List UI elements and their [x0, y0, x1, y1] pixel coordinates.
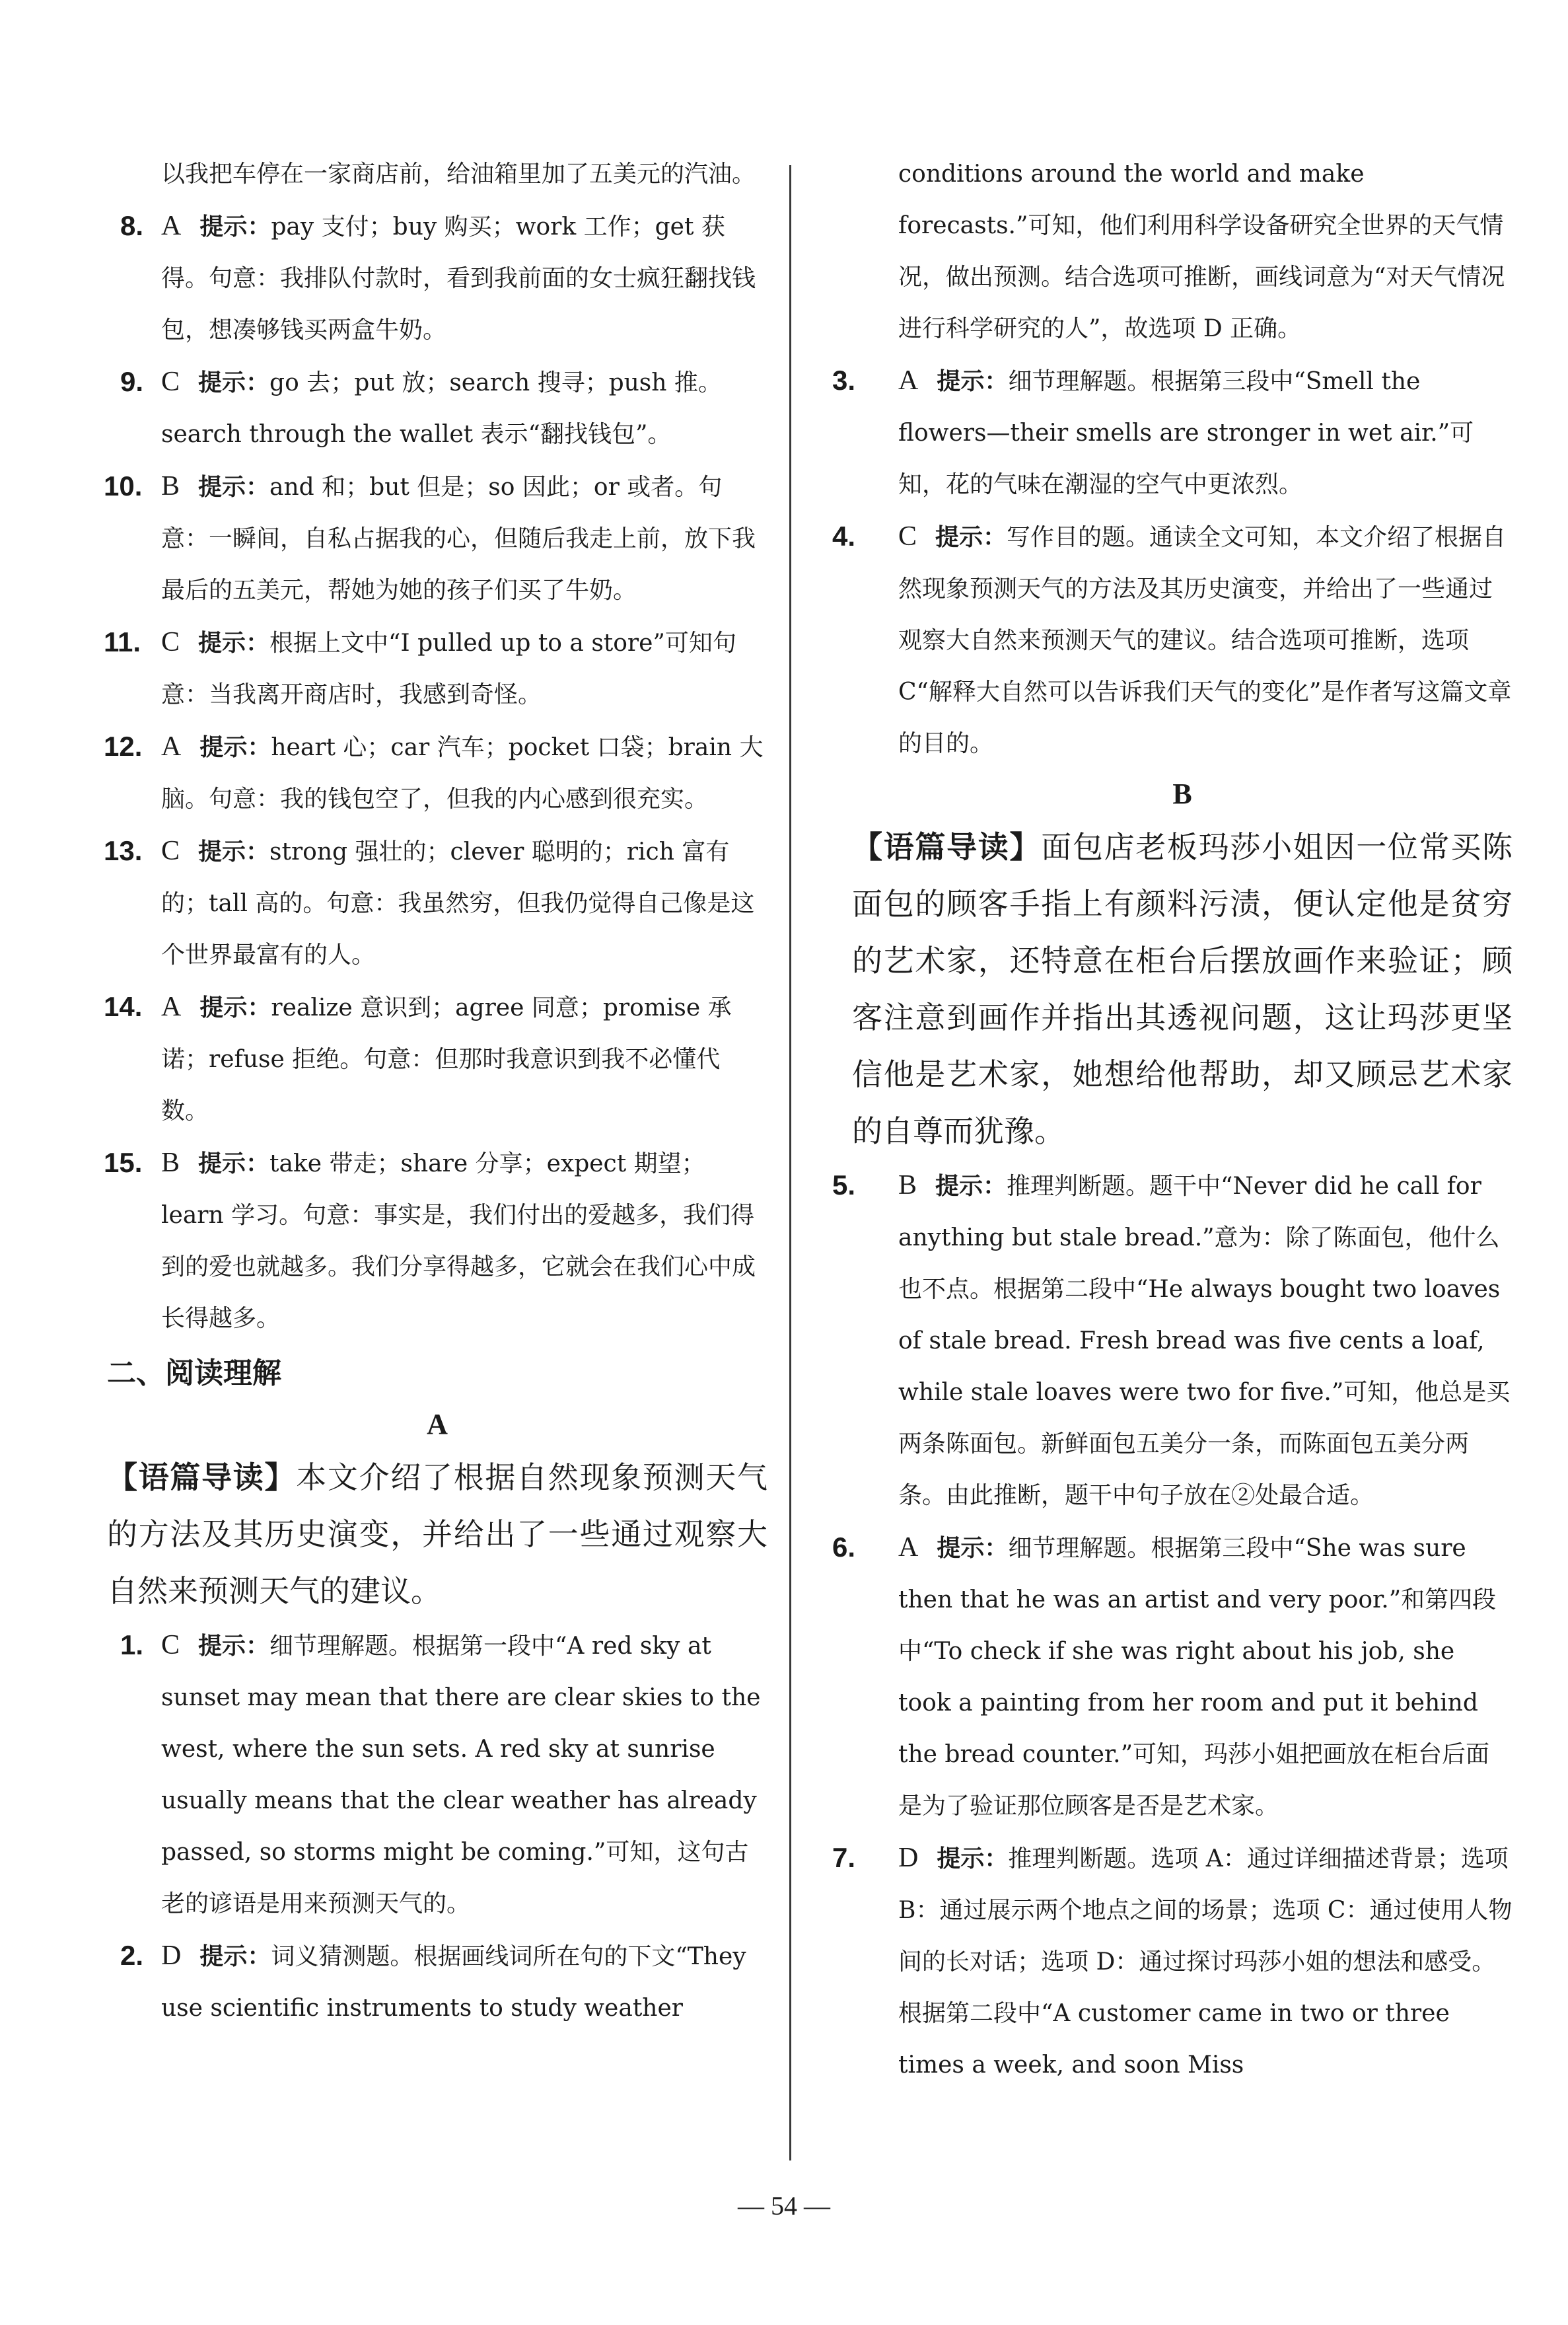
part-label: B: [1172, 778, 1192, 810]
item-answer: C: [898, 521, 917, 552]
item-text: 词义猜测题。根据画线词所在句的下文“They use scientific instruments to study weather: [161, 1943, 746, 2022]
item-text: pay 支付；buy 购买；work 工作；get 获得。句意：我排队付款时，看到我前面的女士疯狂翻找钱包，想凑够钱买两盒牛奶。: [161, 213, 756, 344]
item-tip-label: 提示：: [198, 473, 270, 500]
item-text: 推理判断题。选项 A：通过详细描述背景；选项 B：通过展示两个地点之间的场景；选项 C：通过使用人物间的长对话；选项 D：通过探讨玛莎小姐的想法和感受。根据第二段中“A customer came in two or three times a week, and soon Miss: [898, 1845, 1513, 2079]
item-answer: A: [161, 731, 182, 762]
guide-label: 【语篇导读】: [107, 1460, 297, 1495]
intro-continuation: [107, 149, 767, 200]
item-answer: B: [161, 471, 180, 501]
item-answer: A: [898, 1532, 919, 1563]
item-answer: B: [161, 1148, 180, 1178]
item-text: 细节理解题。根据第一段中“A red sky at sunset may mean that there are clear skies to the west, where the sun sets. A red sky at sunrise usually means that the clear weather has already passed, so storms might be coming.”可知，这句古老的谚语是用来预测天气的。: [161, 1633, 761, 1917]
item-answer: C: [161, 836, 180, 866]
reading-item: [832, 1160, 1513, 1522]
answer-item: [107, 200, 767, 356]
item-tip-label: 提示：: [935, 1172, 1007, 1199]
item-number: 3.: [832, 365, 856, 396]
continuation-text: conditions around the world and make forecasts.”可知，他们利用科学设备研究全世界的天气情况，做出预测。结合选项可推断，画线词意为“对天气情况进行科学研究的人”，故选项 D 正确。: [898, 161, 1505, 342]
item-text: 细节理解题。根据第三段中“She was sure then that he was an artist and very poor.”和第四段中“To check if she was right about his job, she took a painting from her room and put it behind the bread counter.”可知，玛莎小姐把画放在柜台后面是为了验证那位顾客是否是艺术家。: [898, 1535, 1497, 1820]
item-answer: B: [898, 1170, 917, 1200]
item-number: 1.: [120, 1629, 144, 1660]
reading-item: [107, 1930, 767, 2034]
continuation-block: [852, 149, 1513, 355]
answer-item: [104, 1137, 767, 1345]
item-text: and 和；but 但是；so 因此；or 或者。句意：一瞬间，自私占据我的心，但随后我走上前，放下我最后的五美元，帮她为她的孩子们买了牛奶。: [161, 474, 756, 604]
answer-item: [104, 721, 767, 825]
item-tip-label: 提示：: [935, 523, 1007, 550]
item-answer: A: [161, 992, 182, 1022]
item-text: realize 意识到；agree 同意；promise 承诺；refuse 拒绝。句意：但那时我意识到我不必懂代数。: [161, 994, 732, 1125]
item-text: 写作目的题。通读全文可知，本文介绍了根据自然现象预测天气的方法及其历史演变，并给出了一些通过观察大自然来预测天气的建议。结合选项可推断，选项 C“解释大自然可以告诉我们天气的变化”是作者写这篇文章的目的。: [898, 524, 1512, 757]
item-answer: A: [161, 211, 182, 241]
item-number: 15.: [104, 1147, 143, 1178]
reading-item: [832, 511, 1513, 770]
item-tip-label: 提示：: [199, 1942, 271, 1970]
item-number: 4.: [832, 521, 856, 552]
item-tip-label: 提示：: [199, 994, 271, 1021]
page-number: — 54 —: [738, 2191, 830, 2221]
guide-label: 【语篇导读】: [852, 830, 1042, 864]
part-label: A: [427, 1408, 448, 1440]
item-text: 根据上文中“I pulled up to a store”可知句意：当我离开商店时，我感到奇怪。: [161, 630, 736, 708]
item-number: 10.: [104, 470, 143, 501]
item-text: go 去；put 放；search 搜寻；push 推。search through the wallet 表示“翻找钱包”。: [161, 369, 722, 448]
item-tip-label: 提示：: [937, 1534, 1009, 1561]
item-number: 13.: [104, 835, 143, 866]
item-tip-label: 提示：: [937, 1845, 1009, 1872]
item-number: 14.: [104, 991, 143, 1022]
item-tip-label: 提示：: [198, 1150, 270, 1177]
item-answer: C: [161, 367, 180, 397]
item-number: 7.: [832, 1842, 856, 1873]
left-column: [104, 149, 768, 2034]
item-number: 11.: [104, 626, 141, 657]
item-number: 12.: [104, 731, 143, 762]
item-text: heart 心；car 汽车；pocket 口袋；brain 大脑。句意：我的钱包空了，但我的内心感到很充实。: [161, 734, 764, 813]
reading-item: [107, 1619, 767, 1930]
item-tip-label: 提示：: [198, 629, 270, 656]
item-number: 9.: [120, 366, 144, 397]
right-column: [832, 149, 1513, 2091]
item-tip-label: 提示：: [198, 1632, 270, 1659]
reading-item: [832, 355, 1513, 511]
answer-item: [104, 825, 767, 981]
guide-text: 面包店老板玛莎小姐因一位常买陈面包的顾客手指上有颜料污渍，便认定他是贫穷的艺术家，还特意在柜台后摆放画作来验证；顾客注意到画作并指出其透视问题，这让玛莎更坚信他是艺术家，她想给他帮助，却又顾忌艺术家的自尊而犹豫。: [852, 829, 1513, 1149]
passage-guide: [107, 1449, 767, 1619]
item-tip-label: 提示：: [198, 838, 270, 865]
item-number: 5.: [832, 1169, 856, 1200]
item-answer: C: [161, 1630, 180, 1660]
item-number: 2.: [120, 1940, 144, 1971]
item-text: 推理判断题。题干中“Never did he call for anything but stale bread.”意为：除了陈面包，他什么也不点。根据第二段中“He always bought two loaves of stale bread. Fresh bread was five cents a loaf, while stale loaves were two for five.”可知，他总是买两条陈面包。新鲜面包五美分一条，而陈面包五美分两条。由此推断，题干中句子放在②处最合适。: [898, 1173, 1511, 1509]
item-number: 6.: [832, 1532, 856, 1563]
answer-item: [107, 356, 767, 461]
item-text: take 带走；share 分享；expect 期望；learn 学习。句意：事实是，我们付出的爱越多，我们得到的爱也就越多。我们分享得越多，它就会在我们心中成长得越多。: [161, 1150, 756, 1332]
section-title: 二、阅读理解: [107, 1357, 281, 1389]
reading-item: [832, 1522, 1513, 1832]
item-answer: D: [161, 1940, 182, 1971]
item-tip-label: 提示：: [199, 733, 271, 760]
item-number: 8.: [120, 210, 144, 241]
answer-item: [104, 461, 767, 616]
item-text: 细节理解题。根据第三段中“Smell the flowers—their smells are stronger in wet air.”可知，花的气味在潮湿的空气中更浓烈。: [898, 368, 1474, 498]
answer-item: [104, 981, 767, 1137]
item-tip-label: 提示：: [198, 369, 270, 396]
answer-item: [104, 616, 767, 721]
item-answer: C: [161, 627, 180, 657]
item-answer: A: [898, 365, 919, 396]
column-divider: [789, 165, 791, 2160]
guide-text: 本文介绍了根据自然现象预测天气的方法及其历史演变，并给出了一些通过观察大自然来预测天气的建议。: [107, 1459, 768, 1609]
item-text: strong 强壮的；clever 聪明的；rich 富有的；tall 高的。句意：我虽然穷，但我仍觉得自己像是这个世界最富有的人。: [161, 838, 755, 969]
intro-text: 以我把车停在一家商店前，给油箱里加了五美元的汽油。: [161, 161, 756, 188]
reading-item: [832, 1832, 1513, 2091]
item-tip-label: 提示：: [937, 367, 1009, 394]
item-answer: D: [898, 1843, 919, 1873]
item-tip-label: 提示：: [199, 213, 271, 240]
passage-guide: [852, 819, 1513, 1160]
